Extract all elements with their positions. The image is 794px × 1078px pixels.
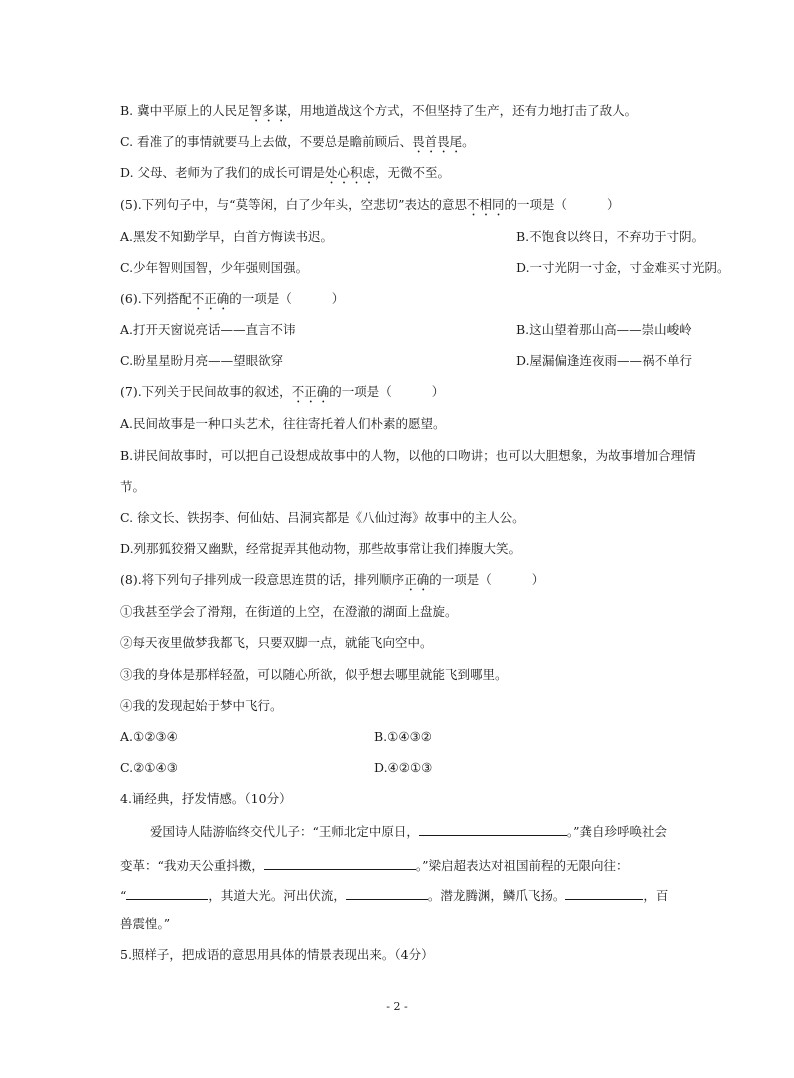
- text: “: [120, 888, 127, 903]
- emphasis-text: 处心积虑: [325, 165, 376, 180]
- option-b: B.不饱食以终日，不弃功于寸阴。: [516, 229, 705, 244]
- text: 的一项是（: [229, 291, 292, 306]
- text: ）: [531, 572, 545, 587]
- emphasis-text: 畏首畏尾: [412, 134, 463, 149]
- option-d: D.④②①③: [374, 760, 433, 775]
- text: ，其道大光。河出伏流，: [208, 888, 346, 903]
- q3-option-d: [120, 163, 680, 187]
- text: 的一项是（: [429, 572, 492, 587]
- option-b: B.这山望着那山高——崇山峻岭: [516, 322, 692, 337]
- text: ）: [607, 197, 620, 212]
- option-d: D.屋漏偏逢连夜雨——祸不单行: [516, 353, 693, 368]
- q5-options-row1: [120, 227, 705, 247]
- option-c: C.②①④③: [120, 760, 178, 775]
- q7-option-a: A.民间故事是一种口头艺术，往往寄托着人们朴素的愿望。: [120, 416, 446, 431]
- option-a: A.打开天窗说亮话——直言不讳: [120, 322, 296, 337]
- q4-line-2: [120, 856, 680, 876]
- q6-options-row2: [120, 351, 693, 371]
- sentence-2: ②每天夜里做梦我都飞，只要双脚一点，就能飞向空中。: [120, 635, 433, 650]
- q4-line-1: [150, 822, 710, 842]
- question-5-title: 5.照样子，把成语的意思用具体的情景表现出来。（4分）: [120, 947, 434, 962]
- answer-blank[interactable]: [126, 886, 208, 900]
- option-b: B.①④③②: [374, 729, 432, 744]
- page-number: - 2 -: [386, 1000, 408, 1013]
- emphasis-text: 不正确: [291, 384, 330, 399]
- text: 。潜龙腾渊，鳞爪飞扬。: [427, 888, 566, 903]
- text: 。”龚自珍呼唤社会: [566, 824, 668, 839]
- q8-options-row2: [120, 758, 680, 778]
- text: 爱国诗人陆游临终交代儿子：“王师北定中原日，: [150, 824, 419, 839]
- emphasis-text: 正确: [404, 572, 430, 587]
- text: (5).下列句子中，与“莫等闲，白了少年头，空悲切”表达的意思: [120, 197, 467, 212]
- answer-blank[interactable]: [419, 822, 567, 836]
- text: B. 冀中平原上的人民足: [120, 103, 250, 118]
- text: ，用地道战这个方式，不但坚持了生产，还有力地打击了敌人。: [287, 103, 638, 118]
- q4-line-4: 兽震惶。”: [120, 916, 171, 931]
- q6-options-row1: [120, 320, 692, 340]
- emphasis-text: 不正确: [191, 291, 230, 306]
- text: D. 父母、老师为了我们的成长可谓是: [120, 165, 326, 180]
- question-7: [120, 382, 680, 406]
- option-a: A.黑发不知勤学早，白首方悔读书迟。: [120, 229, 334, 244]
- question-6: [120, 289, 680, 313]
- text: 的一项是（: [504, 197, 567, 212]
- option-a: A.①②③④: [120, 729, 178, 744]
- option-c: C.盼星星盼月亮——望眼欲穿: [120, 353, 284, 368]
- q7-option-b-cont: 节。: [120, 479, 146, 494]
- q4-line-3: [120, 886, 680, 906]
- text: 。: [462, 134, 475, 149]
- emphasis-text: 智多谋: [249, 103, 288, 118]
- q5-options-row2: [120, 258, 730, 278]
- sentence-1: ①我甚至学会了滑翔，在街道的上空，在澄澈的湖面上盘旋。: [120, 604, 458, 619]
- q7-option-d: D.列那狐狡猾又幽默，经常捉弄其他动物，那些故事常让我们捧腹大笑。: [120, 541, 522, 556]
- text: ）: [331, 291, 345, 306]
- text: ）: [431, 384, 445, 399]
- answer-blank[interactable]: [264, 856, 416, 870]
- question-5: [120, 195, 680, 219]
- question-8: [120, 570, 680, 594]
- text: (6).下列搭配: [120, 291, 192, 306]
- question-4-title: 4.诵经典，抒发情感。（10分）: [120, 791, 292, 806]
- text: (8).将下列句子排列成一段意思连贯的话，排列顺序: [120, 572, 405, 587]
- option-d: D.一寸光阴一寸金，寸金难买寸光阴。: [516, 260, 730, 275]
- text: 变革：“我劝天公重抖擞，: [120, 858, 264, 873]
- q7-option-b: B.讲民间故事时，可以把自己设想成故事中的人物，以他的口吻讲；也可以大胆想象，为故事增加合理情: [120, 448, 696, 463]
- q3-option-b: [120, 101, 680, 125]
- text: 的一项是（: [329, 384, 392, 399]
- text: 。”梁启超表达对祖国前程的无限向往：: [415, 858, 629, 873]
- text: C. 看准了的事情就要马上去做，不要总是瞻前顾后、: [120, 134, 413, 149]
- text: ，无微不至。: [375, 165, 451, 180]
- text: (7).下列关于民间故事的叙述，: [120, 384, 292, 399]
- q3-option-c: [120, 132, 680, 156]
- text: ，百: [643, 888, 669, 903]
- answer-blank[interactable]: [565, 886, 643, 900]
- sentence-3: ③我的身体是那样轻盈，可以随心所欲，似乎想去哪里就能飞到哪里。: [120, 667, 508, 682]
- emphasis-text: 不相同: [466, 197, 505, 212]
- option-c: C.少年智则国智，少年强则国强。: [120, 260, 309, 275]
- q8-options-row1: [120, 727, 680, 747]
- answer-blank[interactable]: [346, 886, 428, 900]
- q7-option-c: C. 徐文长、铁拐李、何仙姑、吕洞宾都是《八仙过海》故事中的主人公。: [120, 510, 525, 525]
- sentence-4: ④我的发现起始于梦中飞行。: [120, 698, 283, 713]
